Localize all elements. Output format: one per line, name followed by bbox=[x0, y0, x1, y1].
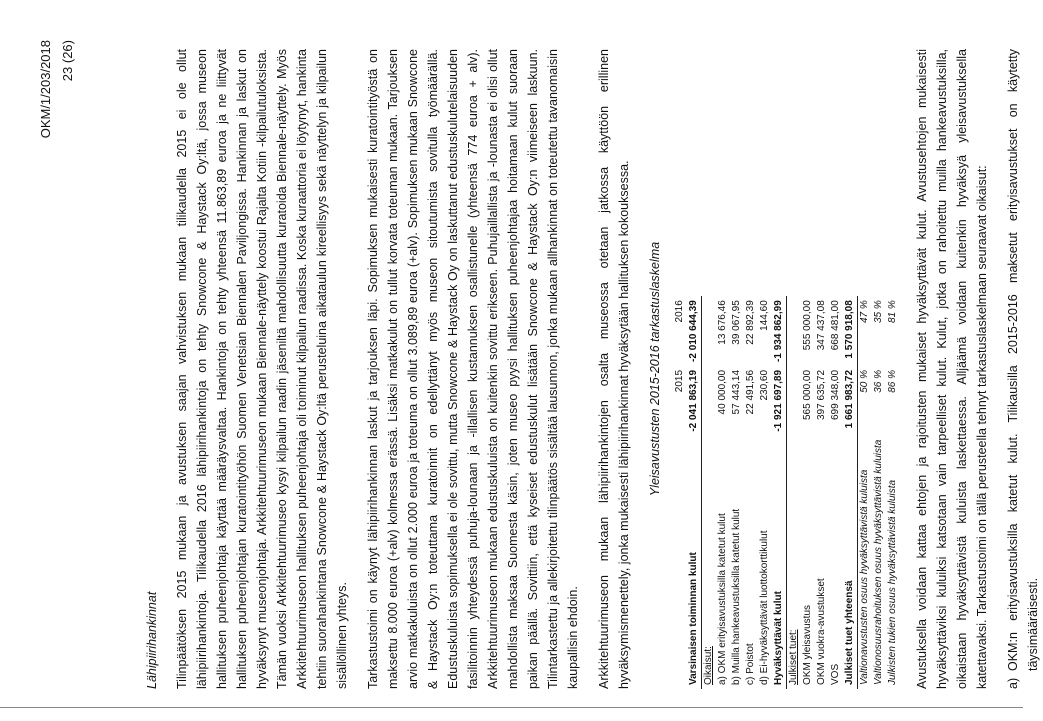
value-2016: 555 000,00 bbox=[802, 300, 813, 351]
section-title: Lähipiirihankinnat bbox=[145, 591, 159, 689]
list-item bbox=[1003, 49, 1043, 689]
row-label: c) Poistot bbox=[745, 643, 756, 685]
page-header bbox=[20, 40, 80, 689]
value-2015: -2 041 863,19 bbox=[687, 366, 702, 436]
value-2015: 699 348,00 bbox=[830, 369, 841, 421]
table-row bbox=[702, 296, 717, 689]
page-number: 23 (26) bbox=[60, 40, 75, 82]
value-2016: 668 481,00 bbox=[830, 300, 841, 351]
value-2016: 47 % bbox=[859, 300, 870, 324]
paragraph: Tarkastustoimi on käynyt lähipiirihankinnan laskut ja tarjouksen läpi. Sopimuksen mukaisesti kuratointityöstä on maksettu 8.000 euroa (+alv) kolmessa erässä. Lisäksi matkakulut on tullut korvata toteuman mukaan. Tarjouksen arvio matkakuluista on ollut 2.000 euroa ja toteuma on ollut 3.089,89 euroa (+alv). Sopimuksen mukaan Snowcone & Haystack Oy:n toteuttama kuratoinnit on edellyttänyt myös museon sitoutumista sovitulla työmäärällä. Edustuskuluista sopimuksella ei ole sovittu, mutta Snowcone & Haystack Oy on laskuttanut edustuskulutelaisuuden fasilitoinnin yhteydessä puhuja-lounaan ja -illallisen kustannuksen osallistunelle (yhteensä 774 euroa + alv). Arkkitehtuurimuseon mukaan edustuskuluista on kuitenkin sovittu erikseen. Puhujaillallista ja -lounasta ei olisi ollut mahdollista maksaa Suomesta käsin, joten museo pyysi hallituksen puheenjohtajaa hoitamaan kulut suoraan paikan päällä. Sovittiin, että kyseiset edustuskulut lisätään Snowcone & Haystack Oy:n viimeiseen laskuun. Tilintarkastettu ja allekirjoitettu tilinpäätös sisältää lausunnon, jonka mukaan allhankinnat on toteutettu tavanomaisin kaupallisin ehdoin. bbox=[366, 49, 580, 689]
value-2015: 397 635,72 bbox=[816, 369, 827, 421]
row-label: Varsinaisen toiminnan kulut bbox=[687, 436, 702, 689]
paragraph: Avustuksella voidaan kattaa ehtojen ja rajoitusten mukaiset hyväksyttävät kulut. Avustusehtojen mukaisesti hyväksyttäviksi kuluiksi katsotaan vain tarpeelliset kulut. Kulut, jotka on rahoitettu muilla hankeavustuksilla, oikaistaan hyväksyttävistä kuluista laskettaessa. Alljäämä voidaan kuitenkin hyväksyä yleisavustuksella katettavaksi. Tarkastustoimi on tällä perusteella tehnyt tarkastuslaskelmaan seuraavat oikaisut: bbox=[915, 49, 989, 689]
table-row bbox=[843, 296, 858, 689]
row-label: OKM yleisavustus bbox=[802, 604, 813, 685]
value-2015: 86 % bbox=[887, 369, 898, 393]
row-label: VOS bbox=[830, 663, 841, 685]
table-row bbox=[744, 296, 758, 689]
value-2015 bbox=[787, 366, 802, 436]
value-2016: -2 010 644,39 bbox=[687, 296, 702, 366]
value-2015: 40 000,00 bbox=[717, 369, 728, 415]
table-row bbox=[858, 296, 873, 689]
paragraph: Arkkitehtuurimuseon mukaan lähipiirihankintojen osalta museossa otetaan jatkossa käyttöön erillinen hyväksymismenettely, jonka mukaisesti lähipiirihankinnat hyväksytään hallituksen kokouksessa. bbox=[597, 49, 631, 689]
value-2016: 144,60 bbox=[759, 300, 770, 331]
value-2016: 1 570 918,08 bbox=[843, 296, 858, 366]
table-row bbox=[730, 296, 744, 689]
value-2015: 22 491,56 bbox=[745, 369, 756, 415]
table-row bbox=[772, 296, 787, 689]
table-header-cell: 2016 bbox=[674, 300, 685, 323]
table-row bbox=[787, 296, 802, 689]
value-2016: 347 437,08 bbox=[816, 300, 827, 351]
row-label: Julkiset tuet: bbox=[788, 629, 799, 685]
row-label: Oikaisut: bbox=[703, 646, 714, 685]
value-2015: 36 % bbox=[873, 369, 884, 393]
value-2015: 230,60 bbox=[759, 369, 770, 401]
value-2015 bbox=[702, 366, 717, 436]
document-reference: OKM/1/203/2018 bbox=[38, 40, 53, 139]
table-row bbox=[758, 296, 772, 689]
row-label: a) OKM erityisavustuksilla katetut kulut bbox=[717, 513, 728, 685]
row-label: Julkisten tukien osuus hyväksyttävistä kuluista bbox=[887, 479, 898, 685]
table-row bbox=[886, 296, 900, 689]
page-content bbox=[142, 49, 1043, 689]
value-2016 bbox=[702, 296, 717, 366]
table-row bbox=[801, 296, 815, 689]
value-2016: 22 892,39 bbox=[745, 300, 756, 345]
value-2015: 565 000,00 bbox=[802, 369, 813, 421]
table-row bbox=[716, 296, 730, 689]
value-2016: 81 % bbox=[887, 300, 898, 324]
table-header-cell: 2015 bbox=[674, 369, 685, 393]
value-2016: 35 % bbox=[873, 300, 884, 324]
audit-table bbox=[673, 296, 900, 689]
value-2015: 1 661 983,72 bbox=[843, 366, 858, 436]
table-row bbox=[815, 296, 829, 689]
table-header-row bbox=[673, 296, 687, 689]
row-label: Valtionavustusten osuus hyväksyttävistä kuluista bbox=[859, 469, 870, 685]
row-label: Valtionosuusrahoituksen osuus hyväksyttävistä kuluista bbox=[873, 439, 884, 685]
row-label: Julkiset tuet yhteensä bbox=[843, 436, 858, 689]
value-2015: 50 % bbox=[859, 369, 870, 393]
adjustment-list bbox=[1003, 49, 1043, 689]
list-marker: a) bbox=[1006, 677, 1020, 689]
value-2016 bbox=[787, 296, 802, 366]
table-row bbox=[687, 296, 702, 689]
value-2015: -1 921 697,89 bbox=[772, 366, 787, 436]
table-header-cell bbox=[673, 436, 687, 689]
table-title: Yleisavustusten 2015-2016 tarkastuslaskelma bbox=[648, 241, 662, 497]
row-label: Hyväksyttävät kulut bbox=[772, 436, 787, 689]
row-label: b) Muilla hankeavustuksilla katetut kulut bbox=[731, 508, 742, 685]
list-text: OKM:n erityisavustuksilla katetut kulut. Tilikausilla 2015-2016 maksetut erityisavustukset on käytetty täysimääräisesti. bbox=[1006, 49, 1040, 671]
row-label: d) Ei-hyväksyttävät luottokorttikulut bbox=[759, 530, 770, 685]
table-row bbox=[829, 296, 843, 689]
paragraph: Tilinpäätöksen 2015 mukaan ja avustuksen saajan vahvistuksen mukaan tilikaudella 2015 ei ole ollut lähipiirihankintoja. Tilikaudella 2016 lähipiirihankintoja on tehty Snowcone & Haystack Oy:ltä, jossa museon hallituksen puheenjohtaja käyttää määräysvaltaa. Hankintoja on tehty yhteensä 11.863,89 euroa ja ne liittyvät hallituksen puheenjohtajan kuratointityöhön Suomen Venetsian Biennalen Paviljongissa. Hankinnan ja laskut on hyväksynyt museonjohtaja. Arkkitehtuurimuseon mukaan Biennale-näyttely koostui Rajalta Kotiin -kilpailutuloksista. Tämän vuoksi Arkkitehtuurimuseo kysyi kilpailun raadin jäseniltä mahdollisuutta kuratoida Biennale-näyttely. Myös Arkkitehtuurimuseon hallituksen puheenjohtaja oli toiminut kilpailun raadissa. Koska kuraattoria ei löytynyt, hankinta tehtiin suorahankintana Snowcone & Haystack Oy:ltä perusteluina aikataulun kireellisyys sekä näyttelyn ja kilpailun sisällöllinen yhteys. bbox=[175, 49, 349, 689]
table-row bbox=[872, 296, 886, 689]
value-2016: -1 934 862,99 bbox=[772, 296, 787, 366]
value-2016: 39 067,95 bbox=[731, 300, 742, 345]
value-2016: 13 676,46 bbox=[717, 300, 728, 345]
value-2015: 57 443,14 bbox=[731, 369, 742, 415]
row-label: OKM vuokra-avustukset bbox=[816, 578, 827, 685]
